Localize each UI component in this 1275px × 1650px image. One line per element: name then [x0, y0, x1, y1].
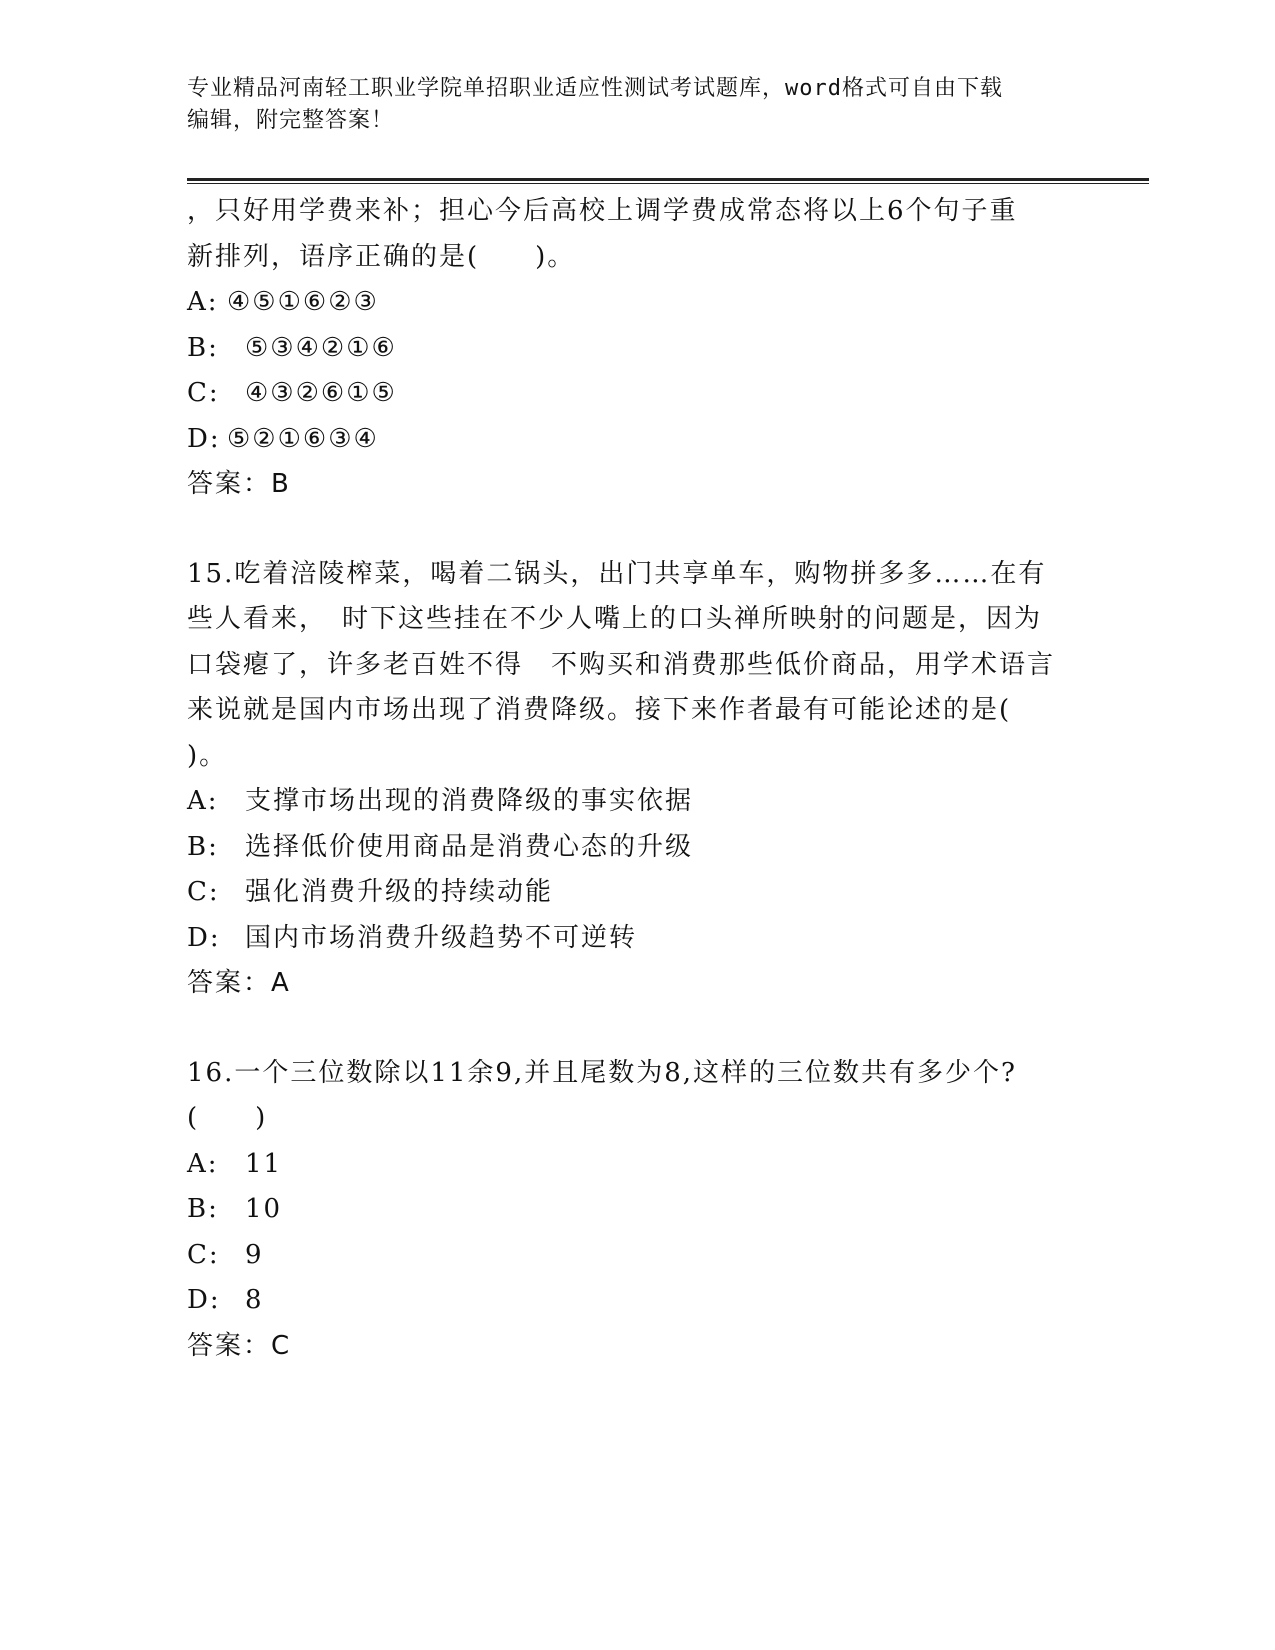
option-text: 11 [245, 1148, 283, 1179]
option-c [187, 371, 1087, 417]
header-divider-thin [187, 183, 1149, 184]
option-text: 选择低价使用商品是消费心态的升级 [245, 831, 694, 862]
option-text: 9 [245, 1239, 264, 1270]
question-text-line: ，只好用学费来补；担心今后高校上调学费成常态将以上6个句子重 [187, 196, 1018, 226]
question-14 [187, 189, 1087, 508]
question-spacer [187, 508, 1087, 552]
option-label: B: [187, 332, 219, 363]
option-label: C: [187, 1239, 220, 1270]
option-d [187, 1278, 1087, 1324]
option-label: D: [187, 1285, 221, 1315]
option-b [187, 326, 1087, 372]
question-text-line: )。 [187, 740, 228, 771]
option-label: B: [187, 1194, 219, 1224]
header-line-2: 编辑，附完整答案！ [187, 108, 395, 133]
option-text: ④⑤①⑥②③ [227, 287, 379, 317]
option-a [187, 1142, 1087, 1188]
question-text-line: ( ) [187, 1103, 268, 1133]
option-label: C: [187, 877, 220, 907]
question-text-line: 新排列，语序正确的是( )。 [187, 241, 576, 272]
question-spacer [187, 1007, 1087, 1051]
question-16 [187, 1051, 1087, 1370]
option-text: 强化消费升级的持续动能 [245, 877, 554, 907]
option-text: ④③②⑥①⑤ [245, 378, 397, 408]
question-text-line: 15.吃着涪陵榨菜，喝着二锅头，出门共享单车，购物拼多多……在有 [187, 558, 1047, 589]
answer-line: 答案：C [187, 1330, 292, 1361]
answer-line: 答案：B [187, 469, 291, 499]
option-text: 8 [245, 1285, 264, 1315]
option-text: 国内市场消费升级趋势不可逆转 [245, 922, 638, 953]
answer-line: 答案：A [187, 968, 291, 998]
header-line-1: 专业精品河南轻工职业学院单招职业适应性测试考试题库，word格式可自由下载 [187, 76, 1003, 101]
option-text: ⑤③④②①⑥ [245, 332, 397, 363]
header-divider-thick [187, 178, 1149, 181]
question-text-line: 来说就是国内市场出现了消费降级。接下来作者最有可能论述的是( [187, 695, 1012, 725]
option-label: C: [187, 378, 220, 408]
option-label: B: [187, 831, 219, 862]
option-a [187, 280, 1087, 326]
question-content [187, 189, 1087, 1369]
option-d [187, 417, 1087, 463]
option-b [187, 825, 1087, 871]
option-label: A: [187, 786, 219, 816]
option-d [187, 916, 1087, 962]
question-text-line: 口袋瘪了，许多老百姓不得 不购买和消费那些低价商品，用学术语言 [187, 649, 1056, 680]
option-label: A: [187, 1148, 219, 1179]
option-text: ⑤②①⑥③④ [227, 423, 379, 454]
option-text: 10 [245, 1194, 283, 1224]
option-label: A: [187, 287, 219, 317]
option-label: D: [187, 423, 221, 454]
question-text-line: 16.一个三位数除以11余9,并且尾数为8,这样的三位数共有多少个? [187, 1057, 1017, 1088]
question-15 [187, 552, 1087, 1007]
option-c [187, 870, 1087, 916]
option-c [187, 1233, 1087, 1279]
option-b [187, 1187, 1087, 1233]
option-a [187, 779, 1087, 825]
question-text-line: 些人看来， 时下这些挂在不少人嘴上的口头禅所映射的问题是，因为 [187, 604, 1043, 634]
option-label: D: [187, 922, 221, 953]
option-text: 支撑市场出现的消费降级的事实依据 [245, 786, 694, 816]
page-header [187, 73, 1067, 137]
